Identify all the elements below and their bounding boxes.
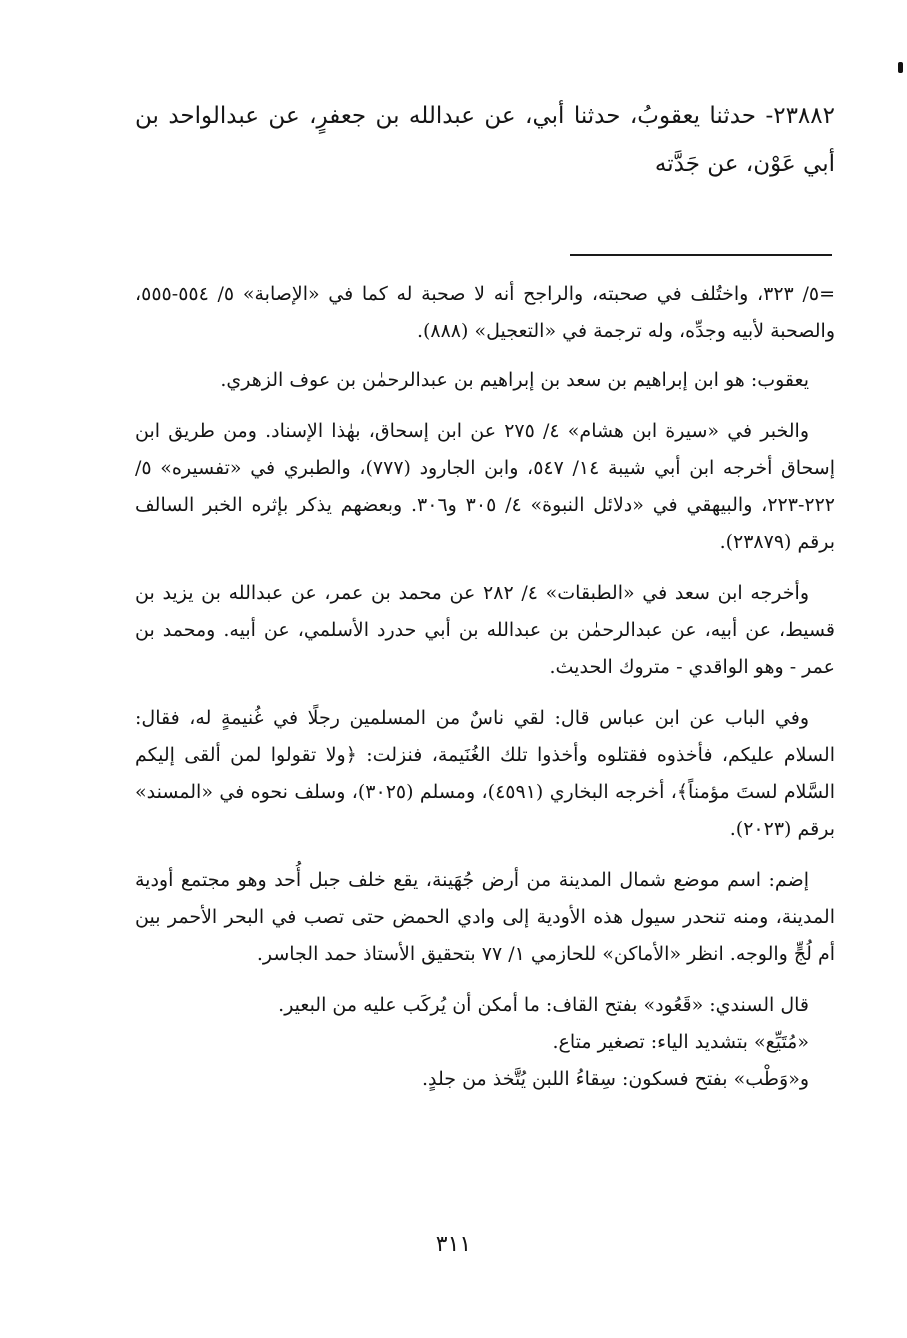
footnote-ibn-abbas: وفي الباب عن ابن عباس قال: لقي ناسٌ من المسلمين رجلًا في غُنيمةٍ له، فقال: السلام عليكم، فأخذوه فقتلوه وأخذوا تلك الغُنَيمة، فنزلت: ﴿ولا تقولوا لمن ألقى إليكم السَّلام لستَ مؤمناً﴾، أخرجه البخاري (٤٥٩١)، ومسلم (٣٠٢٥)، وسلف نحوه في «المسند» برقم (٢٠٢٣). [135, 707, 835, 840]
footnote-sources: والخبر في «سيرة ابن هشام» ٤/ ٢٧٥ عن ابن إسحاق، بهٰذا الإسناد. ومن طريق ابن إسحاق أخرجه ابن أبي شيبة ١٤/ ٥٤٧، وابن الجارود (٧٧٧)، والطبري في «تفسيره» ٥/ ٢٢٢-٢٢٣، والبيهقي في «دلائل النبوة» ٤/ ٣٠٥ و٣٠٦. وبعضهم يذكر بإثره الخبر السالف برقم (٢٣٨٧٩). [135, 420, 836, 553]
footnote-yaqub: يعقوب: هو ابن إبراهيم بن سعد بن إبراهيم بن عبدالرحمٰن بن عوف الزهري. [220, 369, 809, 391]
footnotes-block [135, 276, 835, 1098]
footnote-continuation: =٥/ ٣٢٣، واختُلف في صحبته، والراجح أنه لا صحبة له كما في «الإصابة» ٥/ ٥٥٤-٥٥٥، والصحبة لأبيه وجدِّه، وله ترجمة في «التعجيل» (٨٨٨). [135, 283, 835, 342]
page-number: ٣١١ [435, 1232, 472, 1257]
footnote-sindi-qaud: قال السندي: «قَعُود» بفتح القاف: ما أمكن أن يُركَب عليه من البعير. [278, 994, 809, 1016]
footnote-separator [570, 254, 832, 256]
hadith-text-block [135, 92, 835, 188]
hadith-text: ٢٣٨٨٢- حدثنا يعقوبُ، حدثنا أبي، عن عبدالله بن جعفرٍ، عن عبدالواحد بن أبي عَوْن، عن جَدَّته [135, 103, 835, 177]
footnote-idam: إضم: اسم موضع شمال المدينة من أرض جُهَينة، يقع خلف جبل أُحد وهو مجتمع أودية المدينة، ومنه تنحدر سيول هذه الأودية إلى وادي الحمض حتى تصب في البحر الأحمر بين أم لُجٍّ والوجه. انظر «الأماكن» للحازمي ١/ ٧٧ بتحقيق الأستاذ حمد الجاسر. [135, 869, 835, 965]
margin-mark [898, 62, 903, 73]
footnote-ibn-saad: وأخرجه ابن سعد في «الطبقات» ٤/ ٢٨٢ عن محمد بن عمر، عن عبدالله بن يزيد بن قسيط، عن أبيه، عن عبدالرحمٰن بن عبدالله بن أبي حدرد الأسلمي، عن أبيه. ومحمد بن عمر - وهو الواقدي - متروك الحديث. [135, 582, 835, 678]
footnote-sindi-mutayyi: «مُتَيِّع» بتشديد الياء: تصغير متاع. [552, 1031, 809, 1053]
footnote-sindi-watb: و«وَطْب» بفتح فسكون: سِقاءُ اللبن يُتَّخذ من جلدٍ. [421, 1068, 809, 1090]
